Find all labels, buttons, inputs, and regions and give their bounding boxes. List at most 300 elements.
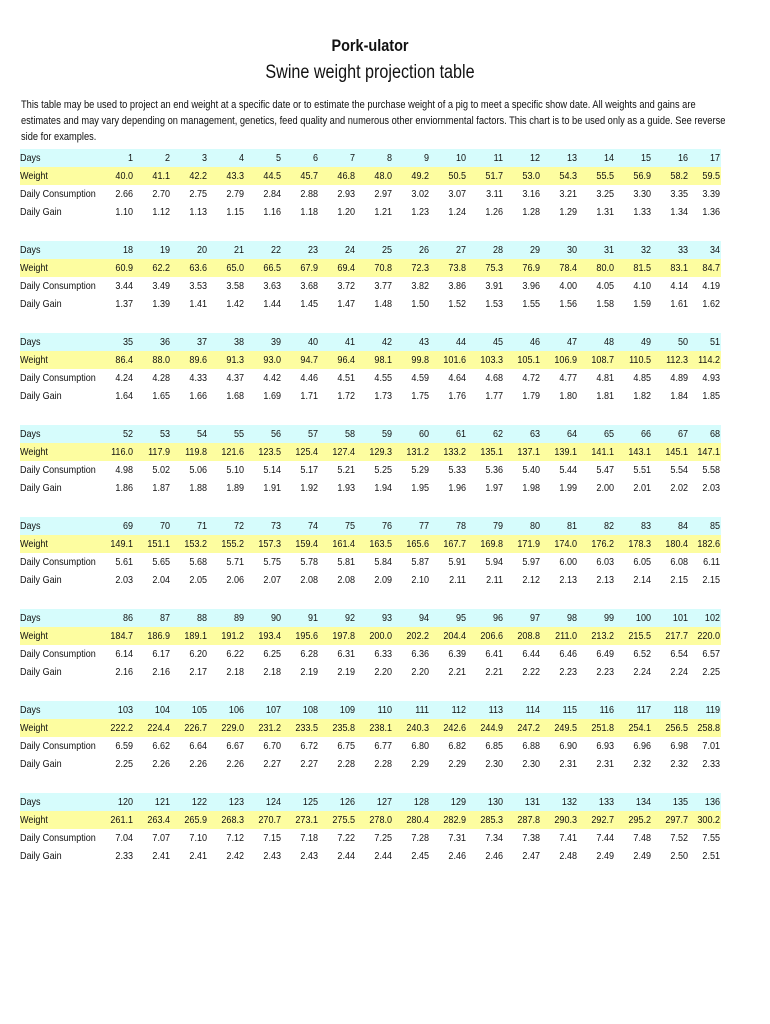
table-cell: 114 bbox=[525, 704, 540, 716]
table-cell: 6.98 bbox=[670, 740, 688, 752]
table-cell: 72 bbox=[233, 520, 244, 532]
table-cell: 5.78 bbox=[300, 556, 318, 568]
table-cell: 24 bbox=[344, 244, 355, 256]
table-cell: 1.55 bbox=[522, 298, 540, 310]
table-cell: 99.8 bbox=[411, 354, 429, 366]
table-row-weight bbox=[0, 351, 770, 369]
table-cell: 95 bbox=[455, 612, 466, 624]
table-cell: 217.7 bbox=[665, 630, 688, 642]
table-row-gain bbox=[0, 203, 770, 221]
table-cell: 6.44 bbox=[522, 648, 540, 660]
table-cell: 2.24 bbox=[670, 666, 688, 678]
table-cell: 2.08 bbox=[337, 574, 355, 586]
table-cell: 58.2 bbox=[670, 170, 688, 182]
row-label: Weight bbox=[20, 354, 48, 366]
row-label: Weight bbox=[20, 446, 48, 458]
table-cell: 292.7 bbox=[591, 814, 614, 826]
table-cell: 1.86 bbox=[115, 482, 133, 494]
table-cell: 4.19 bbox=[702, 280, 720, 292]
table-cell: 89 bbox=[233, 612, 244, 624]
row-label: Weight bbox=[20, 538, 48, 550]
table-cell: 6.31 bbox=[337, 648, 355, 660]
table-cell: 7.04 bbox=[115, 832, 133, 844]
table-cell: 153.2 bbox=[184, 538, 207, 550]
table-cell: 1.69 bbox=[263, 390, 281, 402]
table-cell: 1.72 bbox=[337, 390, 355, 402]
table-cell: 81 bbox=[566, 520, 577, 532]
table-cell: 125 bbox=[302, 796, 318, 808]
table-cell: 6.11 bbox=[703, 556, 720, 568]
table-cell: 285.3 bbox=[480, 814, 503, 826]
table-cell: 5.87 bbox=[411, 556, 429, 568]
table-cell: 2.26 bbox=[189, 758, 207, 770]
table-block bbox=[0, 517, 770, 589]
table-cell: 1.87 bbox=[152, 482, 170, 494]
table-cell: 5 bbox=[275, 152, 281, 164]
table-cell: 3.91 bbox=[485, 280, 503, 292]
table-cell: 7.55 bbox=[702, 832, 720, 844]
table-cell: 3.72 bbox=[337, 280, 355, 292]
table-cell: 2.30 bbox=[522, 758, 540, 770]
table-cell: 33 bbox=[677, 244, 688, 256]
row-label: Days bbox=[20, 336, 41, 348]
table-cell: 3.77 bbox=[374, 280, 392, 292]
table-cell: 6 bbox=[312, 152, 318, 164]
table-cell: 1.48 bbox=[374, 298, 392, 310]
table-cell: 6.96 bbox=[633, 740, 651, 752]
table-cell: 297.7 bbox=[665, 814, 688, 826]
table-cell: 101 bbox=[672, 612, 688, 624]
row-label: Daily Consumption bbox=[20, 648, 96, 660]
table-cell: 195.6 bbox=[295, 630, 318, 642]
table-cell: 2.13 bbox=[596, 574, 614, 586]
table-cell: 84 bbox=[677, 520, 688, 532]
table-cell: 106.9 bbox=[554, 354, 577, 366]
table-cell: 2.09 bbox=[374, 574, 392, 586]
table-cell: 2.20 bbox=[411, 666, 429, 678]
table-cell: 4.89 bbox=[670, 372, 688, 384]
table-cell: 2.31 bbox=[559, 758, 577, 770]
table-cell: 135 bbox=[672, 796, 688, 808]
table-cell: 2.50 bbox=[670, 850, 688, 862]
table-row-consumption bbox=[0, 737, 770, 755]
table-cell: 41.1 bbox=[152, 170, 170, 182]
table-cell: 242.6 bbox=[443, 722, 466, 734]
table-cell: 7.31 bbox=[448, 832, 466, 844]
table-cell: 81.5 bbox=[633, 262, 651, 274]
table-cell: 5.02 bbox=[152, 464, 170, 476]
table-cell: 18 bbox=[122, 244, 133, 256]
table-cell: 2.21 bbox=[448, 666, 466, 678]
table-cell: 2 bbox=[164, 152, 170, 164]
row-label: Days bbox=[20, 704, 41, 716]
table-cell: 2.45 bbox=[411, 850, 429, 862]
table-cell: 5.84 bbox=[374, 556, 392, 568]
table-cell: 2.11 bbox=[449, 574, 466, 586]
table-cell: 100 bbox=[635, 612, 651, 624]
table-cell: 261.1 bbox=[110, 814, 133, 826]
table-cell: 2.21 bbox=[485, 666, 503, 678]
table-cell: 180.4 bbox=[665, 538, 688, 550]
table-cell: 6.59 bbox=[115, 740, 133, 752]
table-cell: 40 bbox=[307, 336, 318, 348]
table-cell: 110.5 bbox=[629, 354, 651, 366]
table-cell: 167.7 bbox=[443, 538, 466, 550]
table-row-gain bbox=[0, 847, 770, 865]
table-cell: 48.0 bbox=[374, 170, 392, 182]
table-cell: 247.2 bbox=[517, 722, 540, 734]
table-cell: 1.34 bbox=[670, 206, 688, 218]
table-cell: 1.97 bbox=[485, 482, 503, 494]
table-cell: 117.9 bbox=[148, 446, 170, 458]
table-cell: 103.3 bbox=[480, 354, 503, 366]
table-cell: 4.93 bbox=[702, 372, 720, 384]
table-cell: 5.06 bbox=[189, 464, 207, 476]
table-cell: 127 bbox=[376, 796, 392, 808]
table-cell: 42.2 bbox=[189, 170, 207, 182]
table-cell: 63.6 bbox=[189, 262, 207, 274]
table-cell: 7.48 bbox=[633, 832, 651, 844]
table-cell: 2.25 bbox=[702, 666, 720, 678]
table-cell: 123 bbox=[228, 796, 244, 808]
table-cell: 1.94 bbox=[374, 482, 392, 494]
table-cell: 6.14 bbox=[115, 648, 133, 660]
table-cell: 45.7 bbox=[300, 170, 318, 182]
table-cell: 137.1 bbox=[517, 446, 540, 458]
table-cell: 204.4 bbox=[443, 630, 466, 642]
table-cell: 53.0 bbox=[522, 170, 540, 182]
table-cell: 1.65 bbox=[152, 390, 170, 402]
table-cell: 83 bbox=[640, 520, 651, 532]
table-cell: 256.5 bbox=[665, 722, 688, 734]
table-cell: 136 bbox=[704, 796, 720, 808]
table-cell: 2.22 bbox=[522, 666, 540, 678]
table-cell: 2.70 bbox=[152, 188, 170, 200]
row-label: Daily Gain bbox=[20, 390, 62, 402]
table-cell: 6.57 bbox=[702, 648, 720, 660]
table-cell: 2.24 bbox=[633, 666, 651, 678]
table-cell: 113 bbox=[488, 704, 503, 716]
table-cell: 182.6 bbox=[697, 538, 720, 550]
table-cell: 122 bbox=[191, 796, 207, 808]
table-cell: 4.51 bbox=[337, 372, 355, 384]
table-cell: 106 bbox=[228, 704, 244, 716]
table-cell: 3 bbox=[201, 152, 207, 164]
table-cell: 91 bbox=[307, 612, 318, 624]
table-cell: 6.62 bbox=[152, 740, 170, 752]
table-cell: 7.34 bbox=[485, 832, 503, 844]
table-cell: 131.2 bbox=[406, 446, 429, 458]
table-cell: 6.77 bbox=[374, 740, 392, 752]
table-cell: 1.26 bbox=[485, 206, 503, 218]
table-cell: 108.7 bbox=[591, 354, 614, 366]
table-cell: 2.13 bbox=[559, 574, 577, 586]
row-label: Daily Gain bbox=[20, 850, 62, 862]
table-cell: 5.33 bbox=[448, 464, 466, 476]
table-cell: 88 bbox=[196, 612, 207, 624]
table-cell: 1.80 bbox=[559, 390, 577, 402]
table-cell: 3.11 bbox=[486, 188, 503, 200]
table-cell: 5.97 bbox=[522, 556, 540, 568]
table-cell: 200.0 bbox=[369, 630, 392, 642]
table-cell: 3.02 bbox=[411, 188, 429, 200]
table-cell: 44.5 bbox=[263, 170, 281, 182]
table-cell: 1.68 bbox=[226, 390, 244, 402]
table-cell: 1.53 bbox=[485, 298, 503, 310]
table-cell: 191.2 bbox=[221, 630, 244, 642]
table-cell: 53 bbox=[159, 428, 170, 440]
table-cell: 6.72 bbox=[300, 740, 318, 752]
table-cell: 155.2 bbox=[221, 538, 244, 550]
row-label: Days bbox=[20, 428, 41, 440]
table-cell: 6.88 bbox=[522, 740, 540, 752]
table-cell: 5.51 bbox=[633, 464, 651, 476]
table-cell: 6.64 bbox=[189, 740, 207, 752]
table-cell: 3.35 bbox=[670, 188, 688, 200]
table-cell: 36 bbox=[159, 336, 170, 348]
table-cell: 273.1 bbox=[295, 814, 318, 826]
table-cell: 1.36 bbox=[702, 206, 720, 218]
table-cell: 59 bbox=[381, 428, 392, 440]
table-block bbox=[0, 149, 770, 221]
table-cell: 265.9 bbox=[184, 814, 207, 826]
table-cell: 4.37 bbox=[226, 372, 244, 384]
table-row-weight bbox=[0, 627, 770, 645]
table-cell: 1.41 bbox=[189, 298, 207, 310]
table-row-consumption bbox=[0, 369, 770, 387]
table-cell: 9 bbox=[423, 152, 429, 164]
table-cell: 4.85 bbox=[633, 372, 651, 384]
row-label: Daily Consumption bbox=[20, 832, 96, 844]
table-cell: 2.49 bbox=[633, 850, 651, 862]
table-cell: 71 bbox=[196, 520, 207, 532]
table-cell: 69 bbox=[122, 520, 133, 532]
table-row-days bbox=[0, 149, 770, 167]
table-cell: 3.58 bbox=[226, 280, 244, 292]
table-cell: 208.8 bbox=[517, 630, 540, 642]
table-cell: 5.47 bbox=[596, 464, 614, 476]
table-cell: 96.4 bbox=[337, 354, 355, 366]
table-cell: 2.07 bbox=[263, 574, 281, 586]
table-cell: 211.0 bbox=[555, 630, 577, 642]
table-cell: 2.01 bbox=[633, 482, 651, 494]
table-cell: 1.44 bbox=[263, 298, 281, 310]
table-cell: 4.59 bbox=[411, 372, 429, 384]
table-cell: 112.3 bbox=[666, 354, 688, 366]
table-cell: 176.2 bbox=[591, 538, 614, 550]
table-cell: 7.15 bbox=[263, 832, 281, 844]
table-cell: 249.5 bbox=[554, 722, 577, 734]
table-cell: 56.9 bbox=[633, 170, 651, 182]
table-cell: 4.68 bbox=[485, 372, 503, 384]
table-cell: 94 bbox=[418, 612, 429, 624]
table-cell: 2.04 bbox=[152, 574, 170, 586]
table-cell: 6.49 bbox=[596, 648, 614, 660]
table-cell: 1.24 bbox=[448, 206, 466, 218]
table-cell: 6.93 bbox=[596, 740, 614, 752]
table-row-days bbox=[0, 333, 770, 351]
table-cell: 3.63 bbox=[263, 280, 281, 292]
table-cell: 2.06 bbox=[226, 574, 244, 586]
table-cell: 121 bbox=[154, 796, 170, 808]
table-cell: 78 bbox=[455, 520, 466, 532]
table-cell: 69.4 bbox=[337, 262, 355, 274]
table-cell: 163.5 bbox=[369, 538, 392, 550]
table-cell: 89.6 bbox=[189, 354, 207, 366]
table-cell: 23 bbox=[307, 244, 318, 256]
table-cell: 84.7 bbox=[702, 262, 720, 274]
table-row-gain bbox=[0, 755, 770, 773]
table-cell: 6.28 bbox=[300, 648, 318, 660]
table-cell: 129.3 bbox=[369, 446, 392, 458]
table-cell: 268.3 bbox=[221, 814, 244, 826]
table-cell: 5.91 bbox=[448, 556, 466, 568]
table-cell: 46.8 bbox=[337, 170, 355, 182]
table-cell: 2.48 bbox=[559, 850, 577, 862]
table-cell: 263.4 bbox=[147, 814, 170, 826]
table-cell: 82 bbox=[603, 520, 614, 532]
table-cell: 93 bbox=[381, 612, 392, 624]
table-cell: 78.4 bbox=[559, 262, 577, 274]
table-cell: 6.08 bbox=[670, 556, 688, 568]
table-cell: 131 bbox=[524, 796, 540, 808]
table-cell: 54 bbox=[196, 428, 207, 440]
table-cell: 1.20 bbox=[337, 206, 355, 218]
table-cell: 1.56 bbox=[559, 298, 577, 310]
table-cell: 2.44 bbox=[374, 850, 392, 862]
table-cell: 62.2 bbox=[152, 262, 170, 274]
table-cell: 1.52 bbox=[448, 298, 466, 310]
table-cell: 86 bbox=[122, 612, 133, 624]
table-cell: 102 bbox=[704, 612, 720, 624]
table-cell: 2.33 bbox=[115, 850, 133, 862]
table-cell: 3.44 bbox=[115, 280, 133, 292]
table-cell: 1.29 bbox=[559, 206, 577, 218]
table-row-consumption bbox=[0, 461, 770, 479]
table-cell: 15 bbox=[640, 152, 651, 164]
table-cell: 7.18 bbox=[300, 832, 318, 844]
table-cell: 2.49 bbox=[596, 850, 614, 862]
table-row-weight bbox=[0, 535, 770, 553]
table-cell: 4.10 bbox=[633, 280, 651, 292]
table-cell: 3.86 bbox=[448, 280, 466, 292]
row-label: Weight bbox=[20, 170, 48, 182]
table-cell: 133 bbox=[598, 796, 614, 808]
table-cell: 6.46 bbox=[559, 648, 577, 660]
row-label: Daily Gain bbox=[20, 206, 62, 218]
table-cell: 32 bbox=[640, 244, 651, 256]
table-cell: 2.29 bbox=[411, 758, 429, 770]
table-cell: 94.7 bbox=[300, 354, 318, 366]
table-row-consumption bbox=[0, 185, 770, 203]
row-label: Weight bbox=[20, 722, 48, 734]
table-cell: 60 bbox=[418, 428, 429, 440]
table-cell: 17 bbox=[709, 152, 720, 164]
table-cell: 2.08 bbox=[300, 574, 318, 586]
table-cell: 2.23 bbox=[596, 666, 614, 678]
table-cell: 2.03 bbox=[115, 574, 133, 586]
table-cell: 108 bbox=[302, 704, 318, 716]
table-cell: 186.9 bbox=[147, 630, 170, 642]
table-cell: 41 bbox=[344, 336, 355, 348]
intro-paragraph: This table may be used to project an end weight at a specific date or to estimate the purchase weight of a pig to meet a specific show date. All weights and gains are estimates and may vary depending on management, genetics, feed quality and numerous other enviornmental factors. This chart is to be used only as a guide. See reverse side for examples. bbox=[21, 99, 726, 143]
table-cell: 97 bbox=[529, 612, 540, 624]
table-cell: 50 bbox=[677, 336, 688, 348]
table-cell: 127.4 bbox=[332, 446, 355, 458]
table-cell: 213.2 bbox=[591, 630, 614, 642]
table-cell: 65.0 bbox=[226, 262, 244, 274]
table-cell: 110 bbox=[377, 704, 392, 716]
table-cell: 2.51 bbox=[702, 850, 720, 862]
table-cell: 126 bbox=[339, 796, 355, 808]
table-cell: 1.93 bbox=[337, 482, 355, 494]
table-cell: 2.05 bbox=[189, 574, 207, 586]
row-label: Days bbox=[20, 796, 41, 808]
table-cell: 10 bbox=[455, 152, 466, 164]
table-cell: 1.15 bbox=[226, 206, 244, 218]
table-cell: 2.75 bbox=[189, 188, 207, 200]
table-cell: 287.8 bbox=[517, 814, 540, 826]
table-cell: 21 bbox=[233, 244, 244, 256]
table-cell: 6.70 bbox=[263, 740, 281, 752]
table-cell: 1.71 bbox=[300, 390, 318, 402]
table-cell: 1.64 bbox=[115, 390, 133, 402]
table-cell: 20 bbox=[196, 244, 207, 256]
table-cell: 48 bbox=[603, 336, 614, 348]
table-cell: 1.77 bbox=[485, 390, 503, 402]
table-cell: 1.79 bbox=[522, 390, 540, 402]
table-cell: 5.71 bbox=[226, 556, 244, 568]
table-cell: 2.29 bbox=[448, 758, 466, 770]
table-row-days bbox=[0, 517, 770, 535]
table-cell: 49.2 bbox=[411, 170, 429, 182]
table-cell: 12 bbox=[529, 152, 540, 164]
table-cell: 2.03 bbox=[702, 482, 720, 494]
table-cell: 149.1 bbox=[110, 538, 133, 550]
table-cell: 135.1 bbox=[480, 446, 503, 458]
table-cell: 275.5 bbox=[332, 814, 355, 826]
table-cell: 125.4 bbox=[295, 446, 318, 458]
table-row-gain bbox=[0, 387, 770, 405]
table-cell: 14 bbox=[603, 152, 614, 164]
table-cell: 119.8 bbox=[185, 446, 207, 458]
table-cell: 5.81 bbox=[337, 556, 355, 568]
table-cell: 7.28 bbox=[411, 832, 429, 844]
table-cell: 4.55 bbox=[374, 372, 392, 384]
table-cell: 6.03 bbox=[596, 556, 614, 568]
table-cell: 47 bbox=[566, 336, 577, 348]
table-cell: 295.2 bbox=[628, 814, 651, 826]
table-cell: 2.15 bbox=[670, 574, 688, 586]
table-row-weight bbox=[0, 719, 770, 737]
table-cell: 132 bbox=[561, 796, 577, 808]
table-cell: 2.44 bbox=[337, 850, 355, 862]
table-cell: 5.14 bbox=[263, 464, 281, 476]
table-cell: 189.1 bbox=[184, 630, 207, 642]
table-cell: 123.5 bbox=[258, 446, 281, 458]
table-cell: 235.8 bbox=[332, 722, 355, 734]
table-cell: 88.0 bbox=[152, 354, 170, 366]
table-cell: 4.33 bbox=[189, 372, 207, 384]
table-cell: 1.95 bbox=[411, 482, 429, 494]
table-cell: 1.31 bbox=[596, 206, 614, 218]
table-cell: 1.82 bbox=[633, 390, 651, 402]
table-cell: 5.94 bbox=[485, 556, 503, 568]
table-cell: 1.84 bbox=[670, 390, 688, 402]
table-cell: 16 bbox=[677, 152, 688, 164]
table-cell: 37 bbox=[196, 336, 207, 348]
table-cell: 2.47 bbox=[522, 850, 540, 862]
